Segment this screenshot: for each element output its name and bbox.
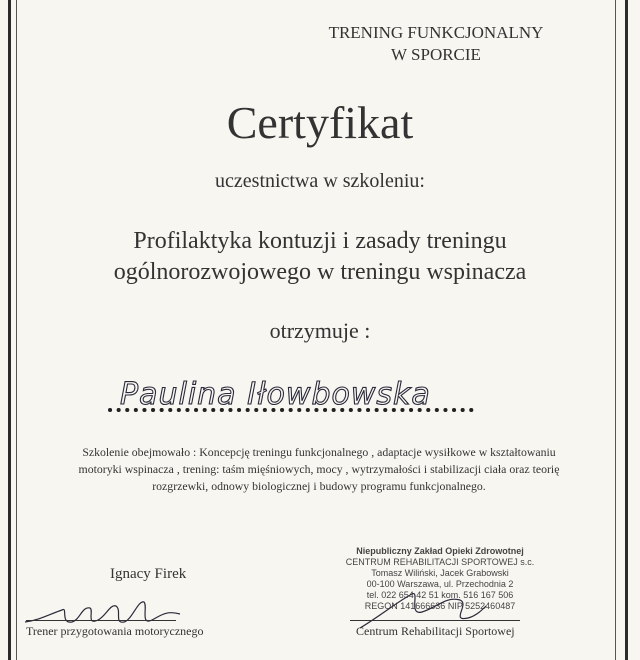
description-line-1: Szkolenie obejmowało : Koncepcję treningu funkcjonalnego , adaptacje wysiłkowe w kształtowaniu: [82, 445, 556, 459]
signer-name-left: Ignacy Firek: [110, 566, 187, 582]
description-line-2: motoryki wspinacza , trening: taśm mięśniowych, mocy , wytrzymałości i stabilizacji ciała oraz teorię: [78, 462, 560, 476]
name-dotted-line: [108, 404, 480, 416]
description-line-3: rozgrzewki, odnowy biologicznej i budowy programu funkcjonalnego.: [152, 479, 486, 493]
course-title: [0, 226, 640, 288]
stamp-line-6: REGON 141666636 NIP 5252460487: [364, 601, 516, 611]
signature-line-right: [350, 620, 520, 621]
organization-header: [306, 22, 566, 66]
stamp-line-4: 00-100 Warszawa, ul. Przechodnia 2: [366, 579, 514, 589]
course-title-line-2: ogólnorozwojowego w treningu wspinacza: [113, 259, 527, 285]
organization-line-2: W SPORCIE: [391, 45, 481, 64]
organization-line-1: TRENING FUNKCJONALNY: [328, 23, 544, 42]
certificate-title: Certyfikat: [226, 97, 414, 148]
stamp-line-2: CENTRUM REHABILITACJI SPORTOWEJ s.c.: [345, 557, 535, 567]
course-description: [36, 444, 602, 495]
certificate-subtitle: uczestnictwa w szkoleniu:: [215, 170, 425, 192]
recipient-name: Paulina Iłowbowska: [120, 377, 431, 412]
receives-label: otrzymuje :: [269, 318, 371, 343]
stamp-line-1: Niepubliczny Zakład Opieki Zdrowotnej: [356, 546, 524, 556]
signature-line-left: [26, 620, 176, 621]
signer-role-right: Centrum Rehabilitacji Sportowej: [356, 624, 515, 638]
stamp-line-5: tel. 022 654 42 51 kom. 516 167 506: [366, 590, 514, 600]
course-title-line-1: Profilaktyka kontuzji i zasady treningu: [133, 228, 507, 254]
signer-role-left: Trener przygotowania motorycznego: [26, 624, 204, 638]
stamp-line-3: Tomasz Wiliński, Jacek Grabowski: [371, 568, 509, 578]
